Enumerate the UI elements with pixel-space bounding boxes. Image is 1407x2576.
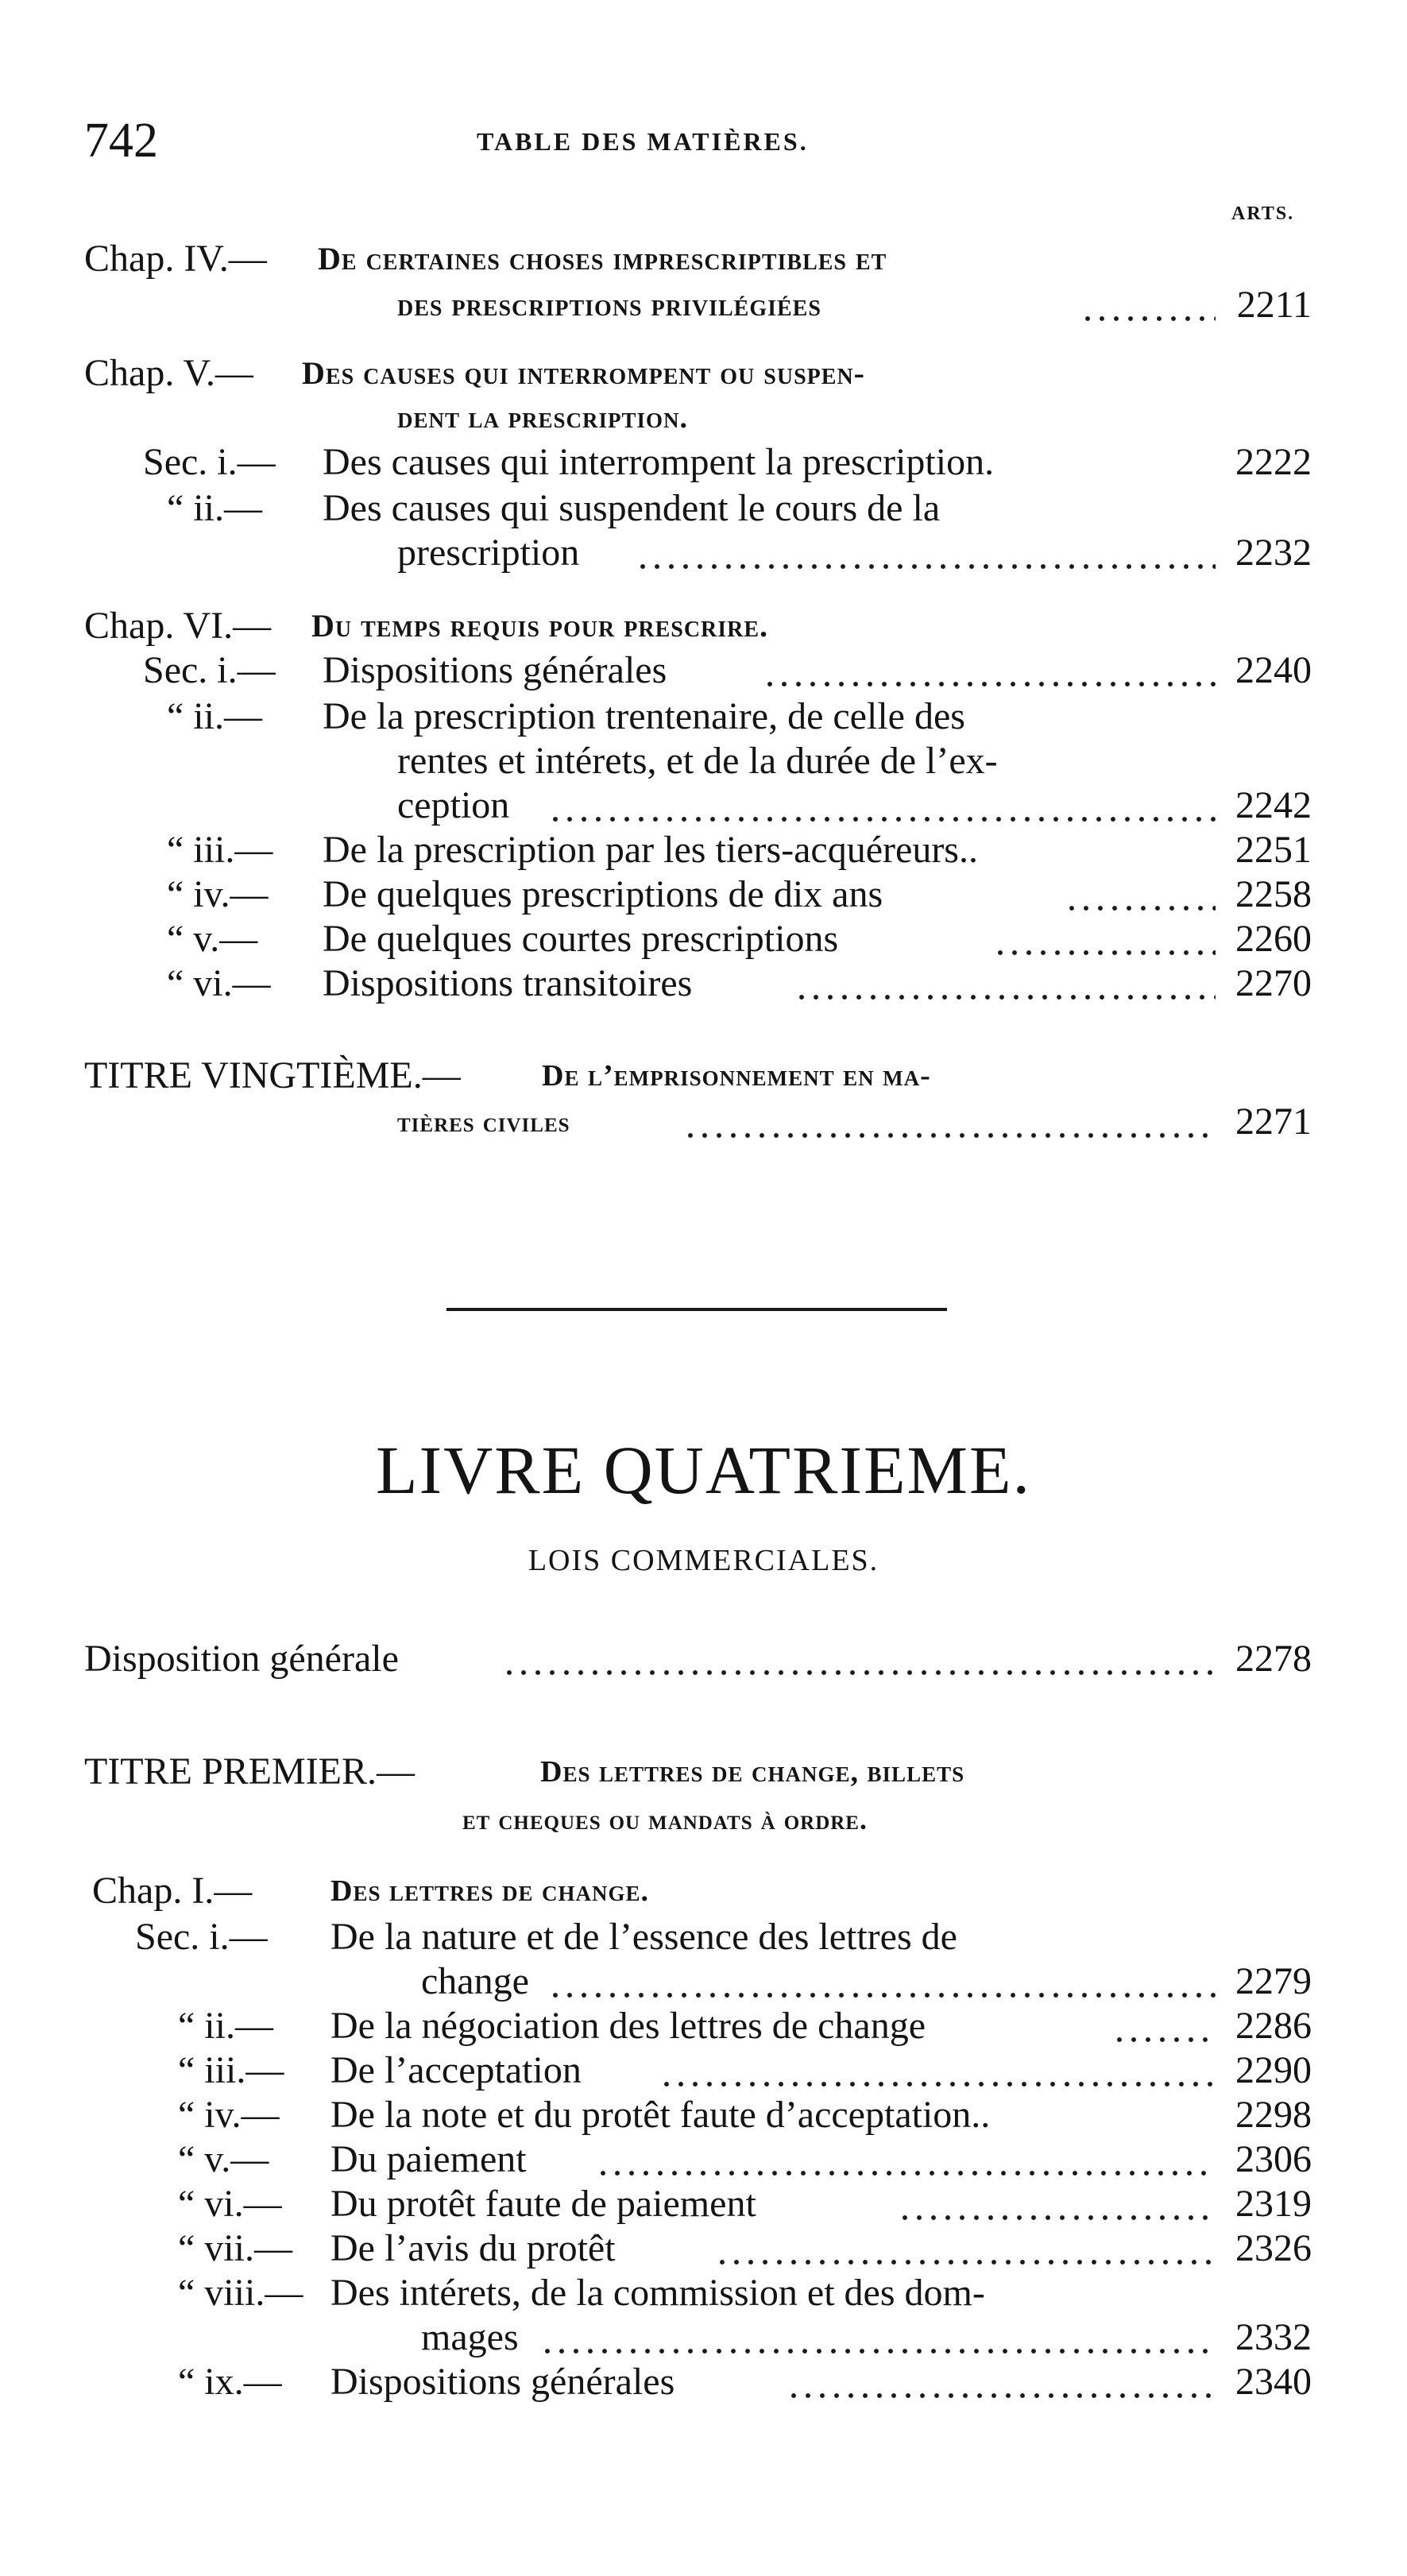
page-header	[0, 114, 1407, 168]
section-label: “ vi.—	[178, 2183, 282, 2225]
toc-entry-sec	[0, 1915, 1407, 1959]
section-label: Sec. i.—	[143, 441, 276, 483]
article-number: 2279	[1235, 1960, 1312, 2002]
toc-entry-sec	[0, 2093, 1407, 2137]
article-number: 2258	[1235, 873, 1312, 915]
leader-dots	[715, 2226, 1216, 2271]
toc-entry-sec	[0, 440, 1407, 485]
toc-entry-disposition	[0, 1637, 1407, 1681]
section-title: De l’acceptation	[330, 2049, 582, 2091]
leader-dots	[540, 2315, 1216, 2360]
section-title: De la prescription trentenaire, de celle des	[323, 695, 965, 737]
chap-label: Chap. I.—	[92, 1870, 253, 1912]
article-number: 2332	[1235, 2316, 1312, 2358]
entry-title: Disposition générale	[84, 1638, 399, 1680]
toc-entry-chap5-cont	[0, 396, 1407, 440]
article-number: 2290	[1235, 2049, 1312, 2091]
article-number: 2242	[1235, 784, 1312, 826]
section-divider	[446, 1308, 947, 1311]
leader-dots	[1065, 872, 1216, 917]
section-label: “ iii.—	[178, 2049, 284, 2091]
leader-dots	[794, 961, 1216, 1006]
leader-dots	[898, 2182, 1216, 2226]
section-label: “ ix.—	[178, 2361, 282, 2403]
toc-entry-sec-cont	[0, 1959, 1407, 2004]
section-title-cont: change	[421, 1960, 529, 2002]
toc-entry-sec-cont	[0, 783, 1407, 828]
section-title: Dispositions transitoires	[323, 962, 693, 1004]
section-title: De la prescription par les tiers-acquéreurs..	[323, 829, 978, 871]
section-label: “ ii.—	[178, 2005, 273, 2047]
article-number: 2326	[1235, 2227, 1312, 2269]
leader-dots	[636, 531, 1216, 575]
section-label: Sec. i.—	[143, 649, 276, 691]
toc-entry-sec	[0, 2360, 1407, 2404]
toc-entry-chap4	[0, 237, 1407, 281]
leader-dots	[763, 648, 1216, 693]
toc-entry-titre1	[0, 1750, 1407, 1794]
leader-dots	[993, 917, 1216, 961]
article-number: 2260	[1235, 918, 1312, 960]
leader-dots	[1112, 2004, 1216, 2048]
section-label: “ iii.—	[167, 829, 273, 871]
section-label: “ vi.—	[167, 962, 271, 1004]
toc-entry-sec	[0, 2004, 1407, 2048]
section-title: Des causes qui interrompent la prescription.	[323, 441, 995, 483]
toc-entry-sec	[0, 961, 1407, 1006]
toc-entry-sec	[0, 917, 1407, 961]
chap-title: Des causes qui interrompent ou suspen-	[302, 355, 865, 391]
section-label: “ iv.—	[167, 873, 269, 915]
section-label: “ v.—	[167, 918, 258, 960]
titre-label: TITRE VINGTIÈME.—	[84, 1054, 461, 1097]
leader-dots	[1080, 283, 1216, 327]
article-number: 2251	[1235, 829, 1312, 871]
titre-title: Des lettres de change, billets	[540, 1755, 965, 1789]
toc-entry-sec	[0, 2137, 1407, 2182]
chap-label: Chap. IV.—	[84, 238, 267, 280]
page-number: 742	[84, 114, 158, 168]
arts-column-label: ARTS.	[1231, 203, 1295, 224]
article-number: 2278	[1235, 1638, 1312, 1680]
article-number: 2298	[1235, 2094, 1312, 2136]
toc-entry-sec	[0, 648, 1407, 693]
titre-label: TITRE PREMIER.—	[84, 1750, 415, 1793]
article-number: 2240	[1235, 649, 1312, 691]
chap-title-cont: des prescriptions privilégiées	[397, 287, 821, 323]
article-number: 2340	[1235, 2361, 1312, 2403]
section-label: “ vii.—	[178, 2227, 292, 2269]
toc-entry-sec-cont	[0, 739, 1407, 783]
section-title-cont: ception	[397, 784, 510, 826]
toc-entry-sec	[0, 872, 1407, 917]
section-title: De la négociation des lettres de change	[330, 2005, 926, 2047]
toc-entry-sec	[0, 694, 1407, 739]
section-title: De l’avis du protêt	[330, 2227, 616, 2269]
article-number: 2211	[1236, 284, 1312, 326]
toc-entry-sec	[0, 2048, 1407, 2093]
section-title: Dispositions générales	[323, 649, 667, 691]
toc-entry-sec	[0, 828, 1407, 872]
section-label: “ viii.—	[178, 2272, 303, 2314]
titre-title: De l’emprisonnement en ma-	[542, 1059, 931, 1093]
article-number: 2319	[1235, 2183, 1312, 2225]
leader-dots	[659, 2048, 1216, 2093]
article-number: 2286	[1235, 2005, 1312, 2047]
section-title: De la note et du protêt faute d’acceptation..	[330, 2094, 991, 2136]
toc-entry-sec	[0, 2226, 1407, 2271]
toc-entry-titre20	[0, 1054, 1407, 1098]
titre-title-cont: et cheques ou mandats à ordre.	[462, 1804, 868, 1835]
leader-dots	[548, 1959, 1216, 2004]
section-title: De la nature et de l’essence des lettres de	[330, 1916, 957, 1958]
section-title: Des intérets, de la commission et des dom-	[330, 2272, 985, 2314]
chap-label: Chap. VI.—	[84, 605, 272, 647]
chap-title: Des lettres de change.	[330, 1874, 650, 1908]
chap-title: Du temps requis pour prescrire.	[311, 608, 769, 644]
chap-label: Chap. V.—	[84, 352, 253, 394]
toc-entry-titre1-cont	[0, 1797, 1407, 1842]
toc-entry-chap5	[0, 351, 1407, 396]
leader-dots	[787, 2360, 1216, 2404]
toc-entry-sec-cont	[0, 2315, 1407, 2360]
chap-title: De certaines choses imprescriptibles et	[318, 241, 887, 277]
section-title: Du paiement	[330, 2138, 527, 2180]
section-label: “ ii.—	[167, 487, 262, 529]
book-title: LIVRE QUATRIEME.	[375, 1432, 1032, 1508]
toc-entry-chap1	[0, 1869, 1407, 1913]
article-number: 2270	[1235, 962, 1312, 1004]
section-title-cont: mages	[421, 2316, 519, 2358]
chap-title-cont: dent la prescription.	[397, 401, 689, 435]
section-title-cont: prescription	[397, 532, 580, 574]
titre-title-cont: tières civiles	[397, 1106, 570, 1138]
toc-entry-sec-cont	[0, 531, 1407, 575]
section-title: De quelques courtes prescriptions	[323, 918, 839, 960]
toc-entry-chap4-cont	[0, 283, 1407, 327]
book-subtitle: LOIS COMMERCIALES.	[528, 1544, 879, 1577]
section-label: “ ii.—	[167, 695, 262, 737]
toc-entry-sec	[0, 2271, 1407, 2315]
article-number: 2271	[1235, 1100, 1312, 1143]
toc-entry-sec	[0, 486, 1407, 531]
section-label: “ v.—	[178, 2138, 269, 2180]
section-title: Des causes qui suspendent le cours de la	[323, 487, 941, 529]
leader-dots	[548, 783, 1216, 828]
section-label: Sec. i.—	[135, 1916, 268, 1958]
toc-entry-sec	[0, 2182, 1407, 2226]
section-title-cont: rentes et intérets, et de la durée de l’ex-	[397, 740, 998, 782]
section-title: De quelques prescriptions de dix ans	[323, 873, 883, 915]
article-number: 2232	[1235, 532, 1312, 574]
section-title: Dispositions générales	[330, 2361, 675, 2403]
toc-entry-chap6	[0, 604, 1407, 648]
article-number: 2306	[1235, 2138, 1312, 2180]
leader-dots	[596, 2137, 1216, 2182]
leader-dots	[683, 1100, 1216, 1144]
leader-dots	[502, 1637, 1216, 1681]
toc-entry-titre20-cont	[0, 1100, 1407, 1144]
section-title: Du protêt faute de paiement	[330, 2183, 756, 2225]
section-label: “ iv.—	[178, 2094, 280, 2136]
article-number: 2222	[1235, 441, 1312, 483]
running-title: TABLE DES MATIÈRES.	[477, 127, 809, 156]
